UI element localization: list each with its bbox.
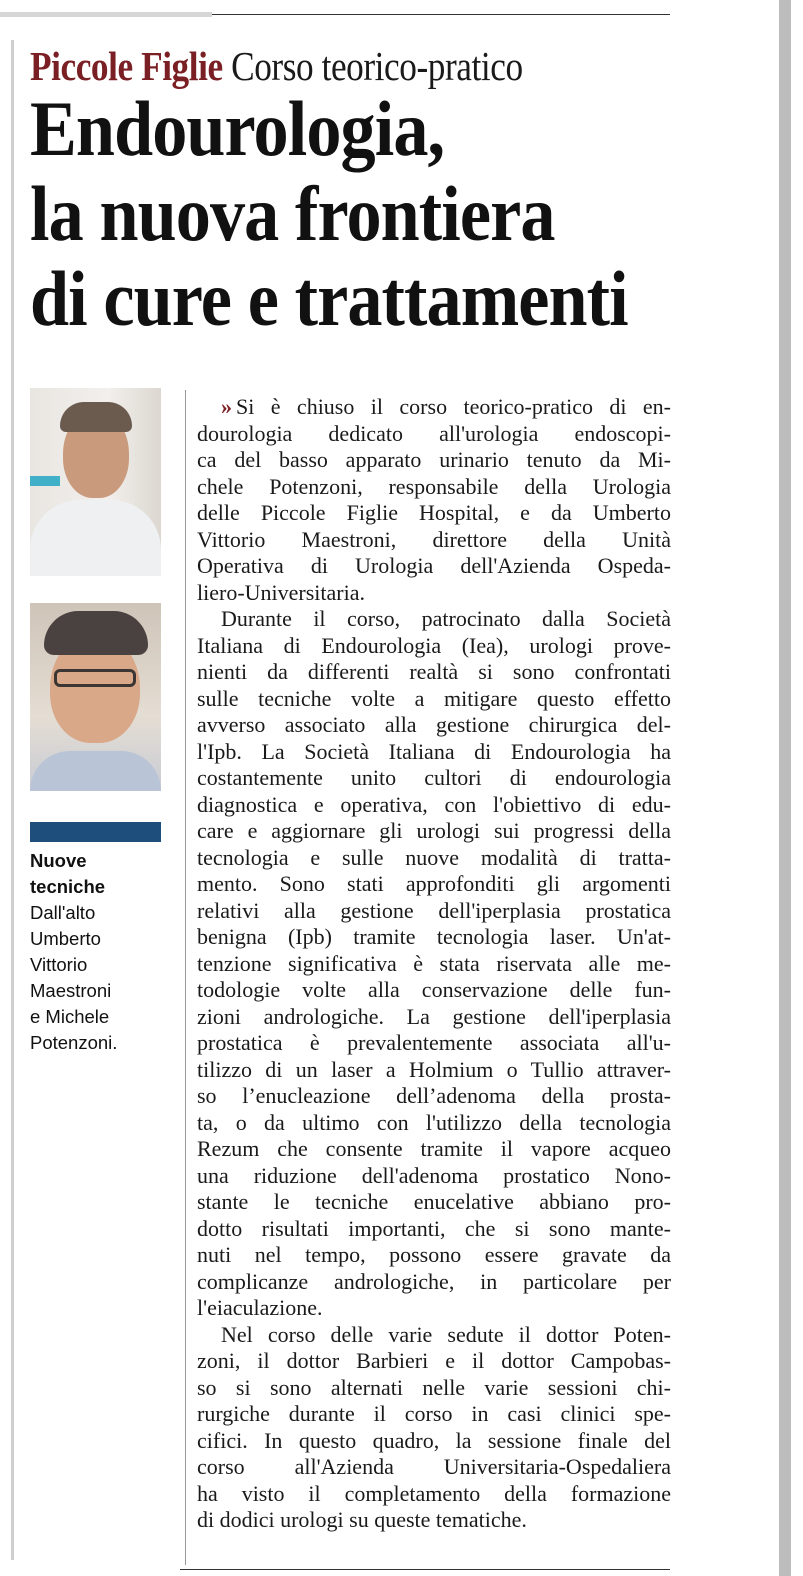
caption-bar <box>30 822 161 842</box>
headline-line: la nuova frontiera <box>30 170 555 257</box>
article-line-text: Si è chiuso il corso teorico-pratico di en- <box>236 394 671 419</box>
article-line <box>197 1136 671 1163</box>
article-line <box>197 898 671 925</box>
article-line <box>197 951 671 978</box>
article-line-text: ha visto il completamento della formazione <box>197 1480 671 1506</box>
article-line-text: corso all'Azienda Universitaria-Ospedaliera <box>197 1454 671 1479</box>
article-line <box>197 447 671 474</box>
article-line-text: relativi alla gestione dell'iperplasia prostatica <box>197 897 671 923</box>
article-line <box>197 1269 671 1296</box>
article-line <box>197 1189 671 1216</box>
article-line <box>197 1004 671 1031</box>
article-line <box>197 553 671 580</box>
caption-line: Maestroni <box>30 980 112 1001</box>
article-line-text: zoni, il dottor Barbieri e il dottor Campobas- <box>197 1348 671 1373</box>
article-line-text: so l’enucleazione dell’adenoma della prosta- <box>197 1083 671 1108</box>
article-line-text: una riduzione dell'adenoma prostatico Nono- <box>197 1162 671 1188</box>
top-rule <box>212 14 670 15</box>
column-divider <box>185 390 186 1565</box>
article-line-text: mento. Sono stati approfonditi gli argomenti <box>197 871 671 896</box>
article-line <box>197 1030 671 1057</box>
article-line <box>197 1057 671 1084</box>
article-line <box>197 1242 671 1269</box>
caption-line: Umberto <box>30 928 101 949</box>
caption-line: e Michele <box>30 1006 110 1027</box>
headline-line: Endourologia, <box>30 85 445 172</box>
article-line <box>197 1401 671 1428</box>
article-line <box>197 977 671 1004</box>
article-line <box>197 1322 671 1349</box>
article-line-text: nienti da differenti realtà si sono confrontati <box>197 659 671 684</box>
article-line-text: tilizzo di un laser a Holmium o Tullio attraver- <box>197 1056 671 1082</box>
article-line-text: complicanze andrologiche, in particolare per <box>197 1268 671 1294</box>
article-line-text: prostatica è prevalentemente associata all'u- <box>197 1030 671 1055</box>
article-line <box>197 712 671 739</box>
bottom-rule <box>180 1569 670 1570</box>
article-line-text: avverso associato alla gestione chirurgica del- <box>197 712 671 737</box>
article-line-text: dotto risultati importanti, che si sono mante- <box>197 1215 671 1241</box>
headline-line: di cure e trattamenti <box>30 255 628 342</box>
portrait-photo-potenzoni <box>30 603 161 791</box>
article-line-text: dourologia dedicato all'urologia endoscopi- <box>197 420 671 446</box>
article-line <box>197 580 671 607</box>
caption-title: Nuove <box>30 850 87 871</box>
article-line-text: nuti nel tempo, possono essere gravate da <box>197 1242 671 1267</box>
article-line <box>197 1163 671 1190</box>
article-line-text: Operativa di Urologia dell'Azienda Ospeda- <box>197 553 671 578</box>
article-line-text: ta, o da ultimo con l'utilizzo della tecnologia <box>197 1109 671 1135</box>
article-line <box>197 765 671 792</box>
article-line-text: ca del basso apparato urinario tenuto da Mi- <box>197 447 671 472</box>
article-line-text: Vittorio Maestroni, direttore della Unità <box>197 526 671 552</box>
article-line-text: zioni andrologiche. La gestione dell'iperplasia <box>197 1003 671 1029</box>
article-line <box>197 1110 671 1137</box>
caption-line: Potenzoni. <box>30 1032 118 1053</box>
portrait-photo-maestroni <box>30 388 161 576</box>
article-line <box>197 924 671 951</box>
article-line-text: liero-Universitaria. <box>197 579 365 605</box>
article-line-text: Nel corso delle varie sedute il dottor Poten- <box>221 1321 671 1347</box>
article-line-text: di dodici urologi su queste tematiche. <box>197 1507 527 1532</box>
top-rule-thick <box>0 12 212 17</box>
article-line-text: care e aggiornare gli urologi sui progressi della <box>197 818 671 843</box>
caption-line: Dall'alto <box>30 902 96 923</box>
article-line <box>197 421 671 448</box>
article-line-text: delle Piccole Figlie Hospital, e da Umberto <box>197 500 671 525</box>
article-line <box>197 500 671 527</box>
article-line <box>197 1375 671 1402</box>
article-line-text: Rezum che consente tramite il vapore acqueo <box>197 1136 671 1161</box>
article-line-text: chele Potenzoni, responsabile della Urologia <box>197 473 671 499</box>
article-line <box>197 1216 671 1243</box>
article-line <box>197 474 671 501</box>
caption-title: tecniche <box>30 876 106 897</box>
article-line <box>197 845 671 872</box>
article-line <box>197 633 671 660</box>
article-line-text: todologie volte alla conservazione delle fun- <box>197 977 671 1002</box>
headline <box>30 86 628 341</box>
article-line-text: cifici. In questo quadro, la sessione finale del <box>197 1427 671 1453</box>
article-line-text: l'eiaculazione. <box>197 1295 323 1320</box>
article-line-text: tecnologia e sulle nuove modalità di tratta- <box>197 844 671 870</box>
article-line <box>197 1428 671 1455</box>
caption-line: Vittorio <box>30 954 88 975</box>
article-line <box>197 1507 671 1534</box>
article-line <box>197 606 671 633</box>
article-line-text: Italiana di Endourologia (Iea), urologi prove- <box>197 632 671 658</box>
photo-caption <box>30 848 117 1056</box>
article-line <box>197 871 671 898</box>
kicker <box>30 42 523 90</box>
article-line-text: sulle tecniche volte a mitigare questo effetto <box>197 685 671 711</box>
article-line-text: tenzione significativa è stata riservata alle me- <box>197 950 671 976</box>
article-line <box>197 1454 671 1481</box>
article-line <box>197 1348 671 1375</box>
article-line <box>197 1481 671 1508</box>
article-line <box>197 1083 671 1110</box>
article-line-text: costantemente unito cultori di endourologia <box>197 765 671 790</box>
article-line-text: stante le tecniche enucelative abbiano pro- <box>197 1189 671 1214</box>
article-line <box>197 394 671 421</box>
article-line <box>197 1295 671 1322</box>
kicker-brand: Piccole Figlie <box>30 43 223 89</box>
page-edge-bar <box>779 0 791 1576</box>
article-line-text: Durante il corso, patrocinato dalla Società <box>221 606 671 631</box>
kicker-topic: Corso teorico-pratico <box>231 43 523 89</box>
article-line <box>197 792 671 819</box>
article-line <box>197 686 671 713</box>
article-line-text: l'Ipb. La Società Italiana di Endourologia ha <box>197 738 671 764</box>
lead-marker-icon: » <box>221 394 232 419</box>
article-line <box>197 527 671 554</box>
article-line <box>197 818 671 845</box>
article-line-text: so si sono alternati nelle varie sessioni chi- <box>197 1374 671 1400</box>
article-line <box>197 739 671 766</box>
left-border <box>11 40 14 1560</box>
article-line <box>197 659 671 686</box>
article-line-text: benigna (Ipb) tramite tecnologia laser. Un'at- <box>197 924 671 949</box>
article-line-text: rurgiche durante il corso in casi clinici spe- <box>197 1401 671 1426</box>
article-line-text: diagnostica e operativa, con l'obiettivo di edu- <box>197 791 671 817</box>
article-body <box>197 394 671 1534</box>
